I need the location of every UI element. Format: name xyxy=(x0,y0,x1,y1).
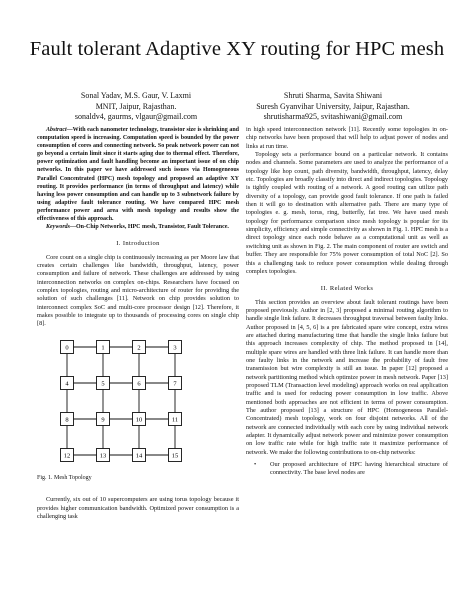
mesh-topology-diagram xyxy=(37,335,239,467)
mesh-node-label: 7 xyxy=(173,380,177,388)
bullet-item xyxy=(246,461,448,478)
mesh-node-label: 10 xyxy=(135,416,143,424)
abstract-text: —With each nanometer technology, transistor size is shrinking and computation speed is increasing. Computation speed is bounded by the power consumption of cores and connecting network. So peak network power can not go beyond a certain limit since it starts aging due to thermal effect. Therefore, power optimization and fault handling become an important issue of on chip networks. In this paper we have addressed such issues via Homogeneous Parallel Concentrated (HPC) mesh topology and proposed an adaptive XY routing. It provides performance (in terms of throughput and latency) while having less power consumption and can handle up to 3 subnetwork failure by using adaptive fault tolerance routing. We have compared HPC mesh performance power and area with mesh topology and results show the effectiveness of this approach. xyxy=(37,127,239,223)
author-names: Shruti Sharma, Savita Shiwani xyxy=(283,91,383,100)
figure-mesh-topology xyxy=(37,335,239,483)
paragraph: Topology sets a performance bound on a particular network. It contains nodes and channels. Some parameters are used to analyze the performance of a topology like hop count, path diversity, bandwidth, throughput, latency, delay etc. Topologies are broadly classify into direct and indirect topologies. Topology is tightly coupled with routing of a network. A good routing can utilize path diversity of a topology, can provide good fault tolerance. If one path is failed then it will go to destination with alternative path. There are many type of topologies e. g. mesh, torus, ring, butterfly, fat tree. We have used mesh topology for performance comparison since mesh topology is popular for its simplicity, efficiency and simple connectivity as shown in Fig. 1. HPC mesh is a direct topology since each node behave as a computational unit as well as switching unit as shown in Fig. 2. The main component of router are switch and buffer. They are responsible for 75% power consumption of total NoC [2]. So this a challenging task to reduce power consumption while dealing through complex topologies. xyxy=(246,151,448,275)
author-affiliation: MNIT, Jaipur, Rajasthan. xyxy=(95,101,177,111)
figure-caption: Fig. 1. Mesh Topology xyxy=(37,475,92,481)
authors-left xyxy=(36,91,236,123)
mesh-node-label: 6 xyxy=(137,380,141,388)
mesh-node-label: 9 xyxy=(101,416,105,424)
abstract xyxy=(37,126,239,223)
mesh-node-label: 8 xyxy=(65,416,69,424)
author-names: Sonal Yadav, M.S. Gaur, V. Laxmi xyxy=(80,91,192,100)
section-heading: I. Introduction xyxy=(116,240,160,248)
keywords xyxy=(37,223,239,231)
abstract-label: Abstract xyxy=(46,127,67,133)
keywords-label: Keywords xyxy=(46,224,70,231)
mesh-node-label: 3 xyxy=(173,344,177,352)
bullet-mark: • xyxy=(254,461,257,469)
left-column xyxy=(37,126,239,521)
mesh-node-label: 0 xyxy=(65,344,69,352)
mesh-node-label: 5 xyxy=(101,380,105,388)
mesh-node-label: 15 xyxy=(171,452,179,460)
author-emails: shrutisharma925, svitashiwani@gmail.com xyxy=(263,112,403,121)
bullet-text: Our proposed architecture of HPC having hierarchical structure of connectivity. The base level nodes are xyxy=(270,461,448,477)
mesh-node-label: 4 xyxy=(65,380,69,388)
authors-right xyxy=(233,91,433,123)
paper-title: Fault tolerant Adaptive XY routing for HPC mesh xyxy=(29,38,445,60)
right-column xyxy=(246,126,448,478)
mesh-node-label: 14 xyxy=(135,452,143,460)
mesh-node-label: 12 xyxy=(63,452,71,460)
mesh-node-label: 13 xyxy=(99,452,107,460)
section-heading: II. Related Works xyxy=(320,285,374,293)
mesh-node-label: 11 xyxy=(171,416,179,424)
mesh-node-label: 1 xyxy=(101,344,105,352)
keywords-text: —On-Chip Networks, HPC mesh, Transistor, Fault Tolerance. xyxy=(70,224,229,231)
mesh-node-label: 2 xyxy=(137,344,141,352)
paragraph: This section provides an overview about fault tolerant routings have been proposed previously. Author in [2, 3] proposed a minimal routing algorithm to handle single link failure. It decreases throughput traversal between faulty links. Author proposed in [4, 5, 6] is a pre fabricated spare wire concept, extra wires are attached during manufacturing time that handle the single links failure but this approach increases complexity of chip. The method proposed in [14], multiple spare wires are handled with three link failure. It can handle more than one faulty links in the network and increase the probability of fault free transmission but wire complexity is still an issue. In paper [12] proposed a network partitioning method which optimize power in mesh network. Paper [13] proposed TLM (Transaction level modeling) approach works on real application traffic and is used for reducing power consumption in low traffic. Above mentioned both approaches are not efficient in terms of power consumption. The author proposed [13] a structure of HPC (Homogeneous Parallel-Concentrated) mesh topology, work on four disjoint networks. All of the network are connected individually with each core by using individual network adapter. It dynamically adjust network power and minimize power consumption on low traffic rate while for high traffic rate it maximize performance of network. We make the following contributions to on-chip networks: xyxy=(246,298,448,456)
author-emails: sonaldv4, gaurms, vlgaur@gmail.com xyxy=(74,112,198,121)
author-affiliation: Suresh Gyanvihar University, Jaipur, Rajasthan. xyxy=(256,101,410,111)
paragraph: Currently, six out of 10 supercomputers are using torus topology because it provides higher communication bandwidth. Optimized power consumption is a challenging task xyxy=(37,496,239,521)
paragraph: in high speed interconnection network [11]. Recently some topologies in on-chip networks have been proposed that will help to adjust power of nodes and links at run time. xyxy=(246,126,448,150)
paragraph: Core count on a single chip is continuously increasing as per Moore law that creates certain challenges like bandwidth, throughput, latency, power consumption and failure of network. These challenges are addressed by using interconnection networks on complex on-chips. Researchers have focused on complex topologies, routing and micro-architecture of router for providing the solution of such challenges [11]. Network on chip provides solution to interconnect complex SoC and multi-core processor design [12]. Therefore, it makes possible to integrate up to thousands of processing cores on single chip [8]. xyxy=(37,253,239,328)
